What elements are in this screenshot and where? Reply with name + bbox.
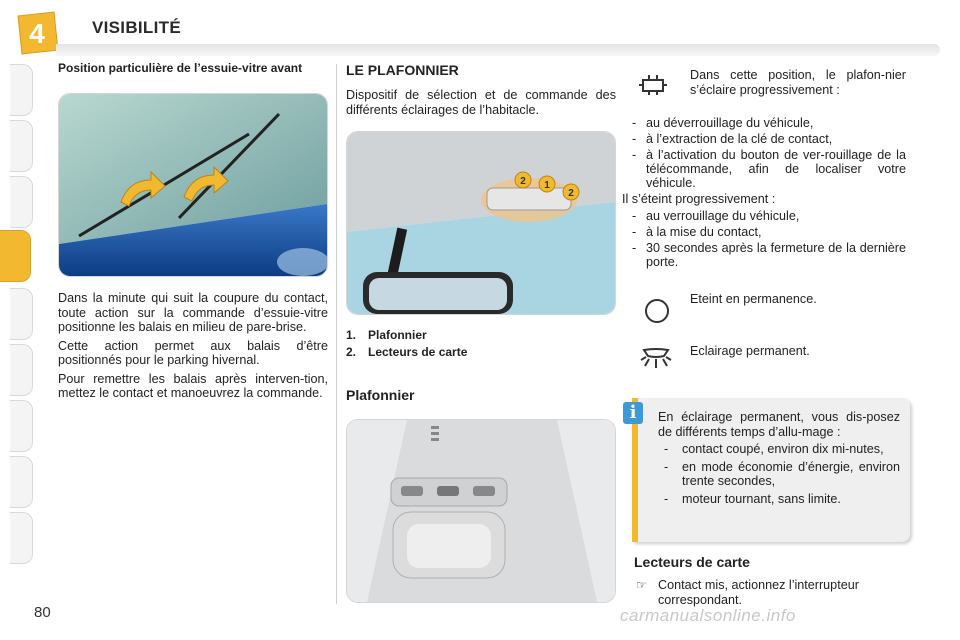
- wiper-subheading: Position particulière de l’essuie-vitre avant: [58, 61, 303, 75]
- chapter-tab-active: [0, 230, 31, 282]
- chapter-number: 4: [29, 18, 45, 49]
- off-list-item: - 30 secondes après la fermeture de la dernière porte.: [632, 240, 906, 269]
- reading-lamps-heading: Lecteurs de carte: [634, 554, 750, 570]
- callout-label: 2: [520, 176, 526, 187]
- on-list-item: - à l’extraction de la clé de contact,: [632, 132, 833, 146]
- chapter-tab: [10, 176, 33, 228]
- chapter-tabs: [0, 64, 34, 574]
- chapter-tab: [10, 512, 33, 564]
- chapter-tab: [10, 456, 33, 508]
- mode-text-off: Eteint en permanence.: [690, 292, 817, 306]
- watermark: carmanualsonline.info: [620, 606, 796, 625]
- ceiling-light-intro: Dispositif de sélection et de commande des différents éclairages de l’habitacle.: [346, 88, 616, 117]
- column-wiper: [58, 62, 328, 405]
- plafonnier-subheading: Plafonnier: [346, 387, 415, 403]
- ceiling-light-photo: [346, 131, 616, 315]
- page-number: 80: [34, 604, 51, 621]
- on-list-item: - à l’activation du bouton de ver-rouillage de la télécommande, afin de localiser votre véhicule.: [632, 148, 906, 190]
- pointing-hand-icon: ☞: [636, 578, 647, 592]
- off-list-item: - à la mise du contact,: [632, 224, 762, 239]
- light-on-icon: [640, 346, 672, 370]
- legend-item: 1. Plafonnier: [346, 328, 427, 342]
- column-ceiling-light: [346, 62, 618, 603]
- off-list-item: - au verrouillage du véhicule,: [632, 208, 800, 223]
- chapter-tab: [10, 120, 33, 172]
- info-list-item: - contact coupé, environ dix mi-nutes,: [664, 442, 884, 456]
- column-divider: [336, 64, 337, 604]
- legend-list: [346, 327, 618, 361]
- info-text: En éclairage permanent, vous dis-posez de différents temps d’allu-mage :: [658, 410, 900, 439]
- on-list-item: - au déverrouillage du véhicule,: [632, 116, 814, 130]
- mode-text-courtesy: Dans cette position, le plafon-nier s’éclaire progressivement :: [690, 68, 906, 97]
- chapter-tab: [10, 344, 33, 396]
- off-intro: Il s’éteint progressivement :: [622, 192, 776, 206]
- reading-lamps-text: Contact mis, actionnez l’interrupteur correspondant.: [658, 578, 859, 607]
- plafonnier-photo: [346, 419, 616, 603]
- wiper-paragraph: Cette action permet aux balais d’être positionnés pour le parking hivernal.: [58, 338, 328, 367]
- light-off-icon: [644, 298, 670, 324]
- callout-label: 1: [544, 180, 550, 191]
- info-list-item: - moteur tournant, sans limite.: [664, 492, 841, 506]
- wiper-photo: [58, 93, 328, 277]
- info-icon: i: [623, 402, 643, 424]
- wiper-paragraph: Dans la minute qui suit la coupure du contact, toute action sur la commande d’essuie-vitre positionne les balais en milieu de pare-brise.: [58, 291, 328, 334]
- info-box: [632, 398, 910, 542]
- mode-text-on: Eclairage permanent.: [690, 344, 810, 358]
- legend-item: 2. Lecteurs de carte: [346, 345, 468, 359]
- ceiling-light-heading: LE PLAFONNIER: [346, 62, 459, 78]
- chapter-tab: [10, 288, 33, 340]
- chapter-tab: [10, 400, 33, 452]
- info-list-item: - en mode économie d’énergie, environ trente secondes,: [664, 460, 900, 488]
- wiper-paragraph: Pour remettre les balais après interven-tion, mettez le contact et manoeuvrez la commande.: [58, 371, 328, 400]
- chapter-badge: [14, 10, 60, 56]
- callout-label: 2: [568, 188, 574, 199]
- chapter-tab: [10, 64, 33, 116]
- door-courtesy-light-icon: [638, 74, 668, 96]
- chapter-title: VISIBILITÉ: [92, 18, 181, 37]
- header-rule: [56, 44, 940, 56]
